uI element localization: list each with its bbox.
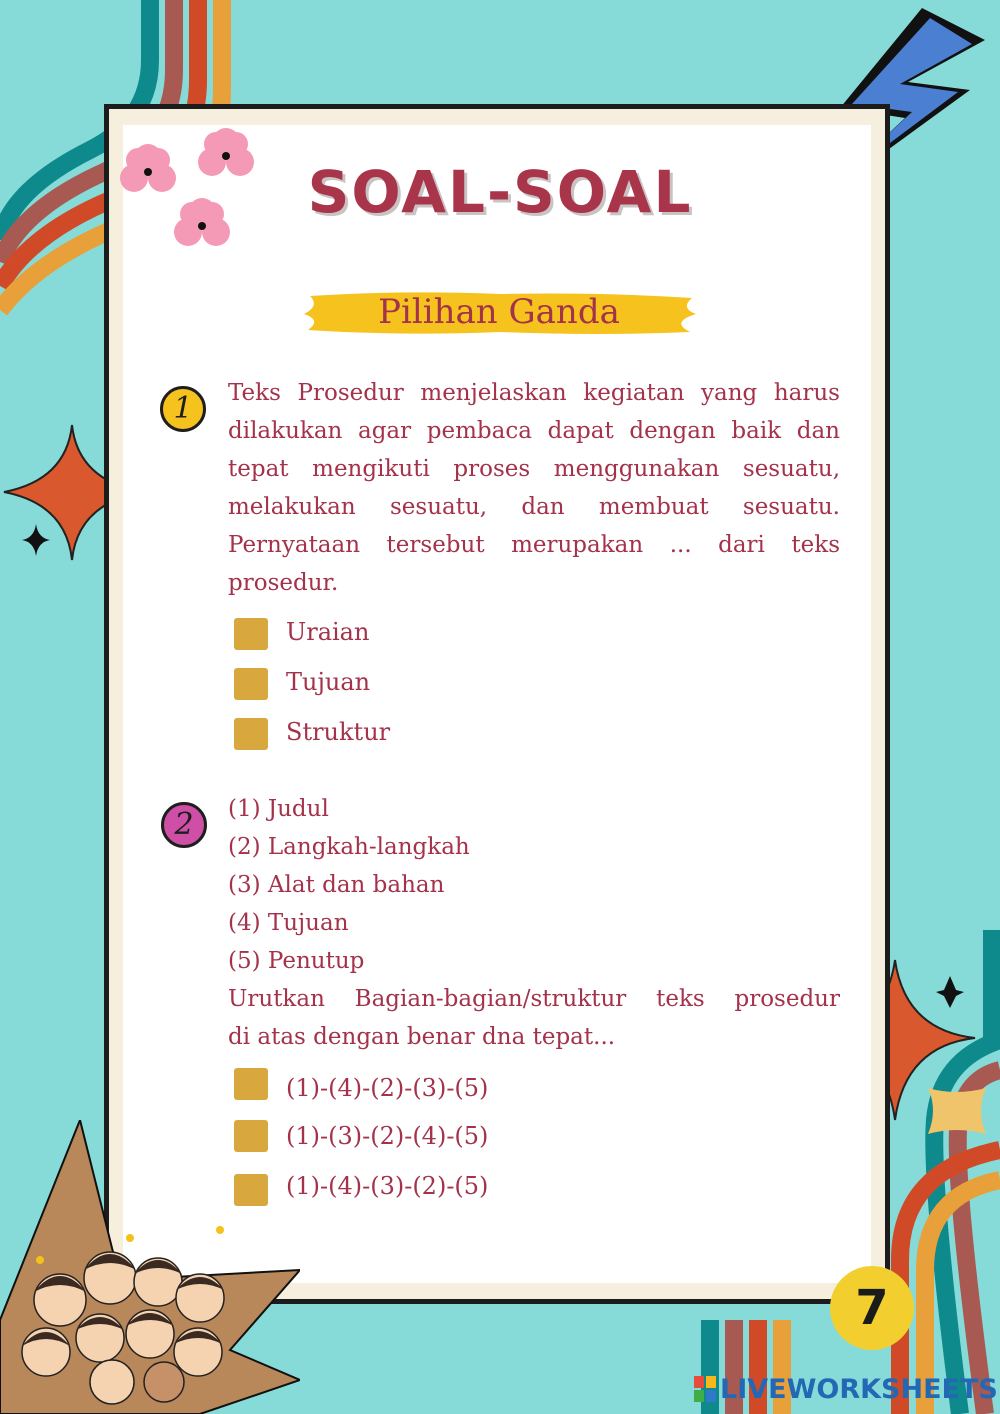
question-line: tepat mengikuti proses menggunakan sesuatu, [228,456,840,482]
question-line: (5) Penutup [228,948,365,974]
answer-label: Struktur [286,718,391,746]
page-title: SOAL-SOAL [307,158,693,226]
brand-name: LIVEWORKSHEETS [720,1374,998,1405]
question-line: prosedur. [228,570,339,596]
question-number-badge: 1 [160,386,206,432]
answer-checkbox[interactable] [234,618,268,650]
question-line: (3) Alat dan bahan [228,872,445,898]
liveworksheets-logo-icon [694,1376,716,1402]
answer-label: Uraian [286,618,370,646]
answer-checkbox[interactable] [234,1120,268,1152]
subtitle-banner [300,288,698,338]
answer-checkbox[interactable] [234,668,268,700]
question-number-badge: 2 [161,802,207,848]
question-text [228,790,840,1056]
page-number: 7 [830,1266,914,1350]
question-text [228,374,840,602]
answer-checkbox[interactable] [234,718,268,750]
answer-label: (1)-(3)-(2)-(4)-(5) [286,1122,489,1150]
question-line: Urutkan Bagian-bagian/struktur teks prosedur [228,986,840,1012]
subtitle: Pilihan Ganda [378,292,620,332]
question-line: (4) Tujuan [228,910,349,936]
answer-checkbox[interactable] [234,1174,268,1206]
answer-label: (1)-(4)-(2)-(3)-(5) [286,1074,489,1102]
answer-checkbox[interactable] [234,1068,268,1100]
question-line: (2) Langkah-langkah [228,834,470,860]
question-line: Pernyataan tersebut merupakan ... dari teks [228,532,840,558]
question-line: melakukan sesuatu, dan membuat sesuatu. [228,494,840,520]
question-line: di atas dengan benar dna tepat... [228,1024,616,1050]
question-line: (1) Judul [228,796,329,822]
question-line: Teks Prosedur menjelaskan kegiatan yang harus [228,380,840,406]
children-illustration [0,1120,300,1414]
answer-label: (1)-(4)-(3)-(2)-(5) [286,1172,489,1200]
question-line: dilakukan agar pembaca dapat dengan baik dan [228,418,840,444]
answer-label: Tujuan [286,668,371,696]
